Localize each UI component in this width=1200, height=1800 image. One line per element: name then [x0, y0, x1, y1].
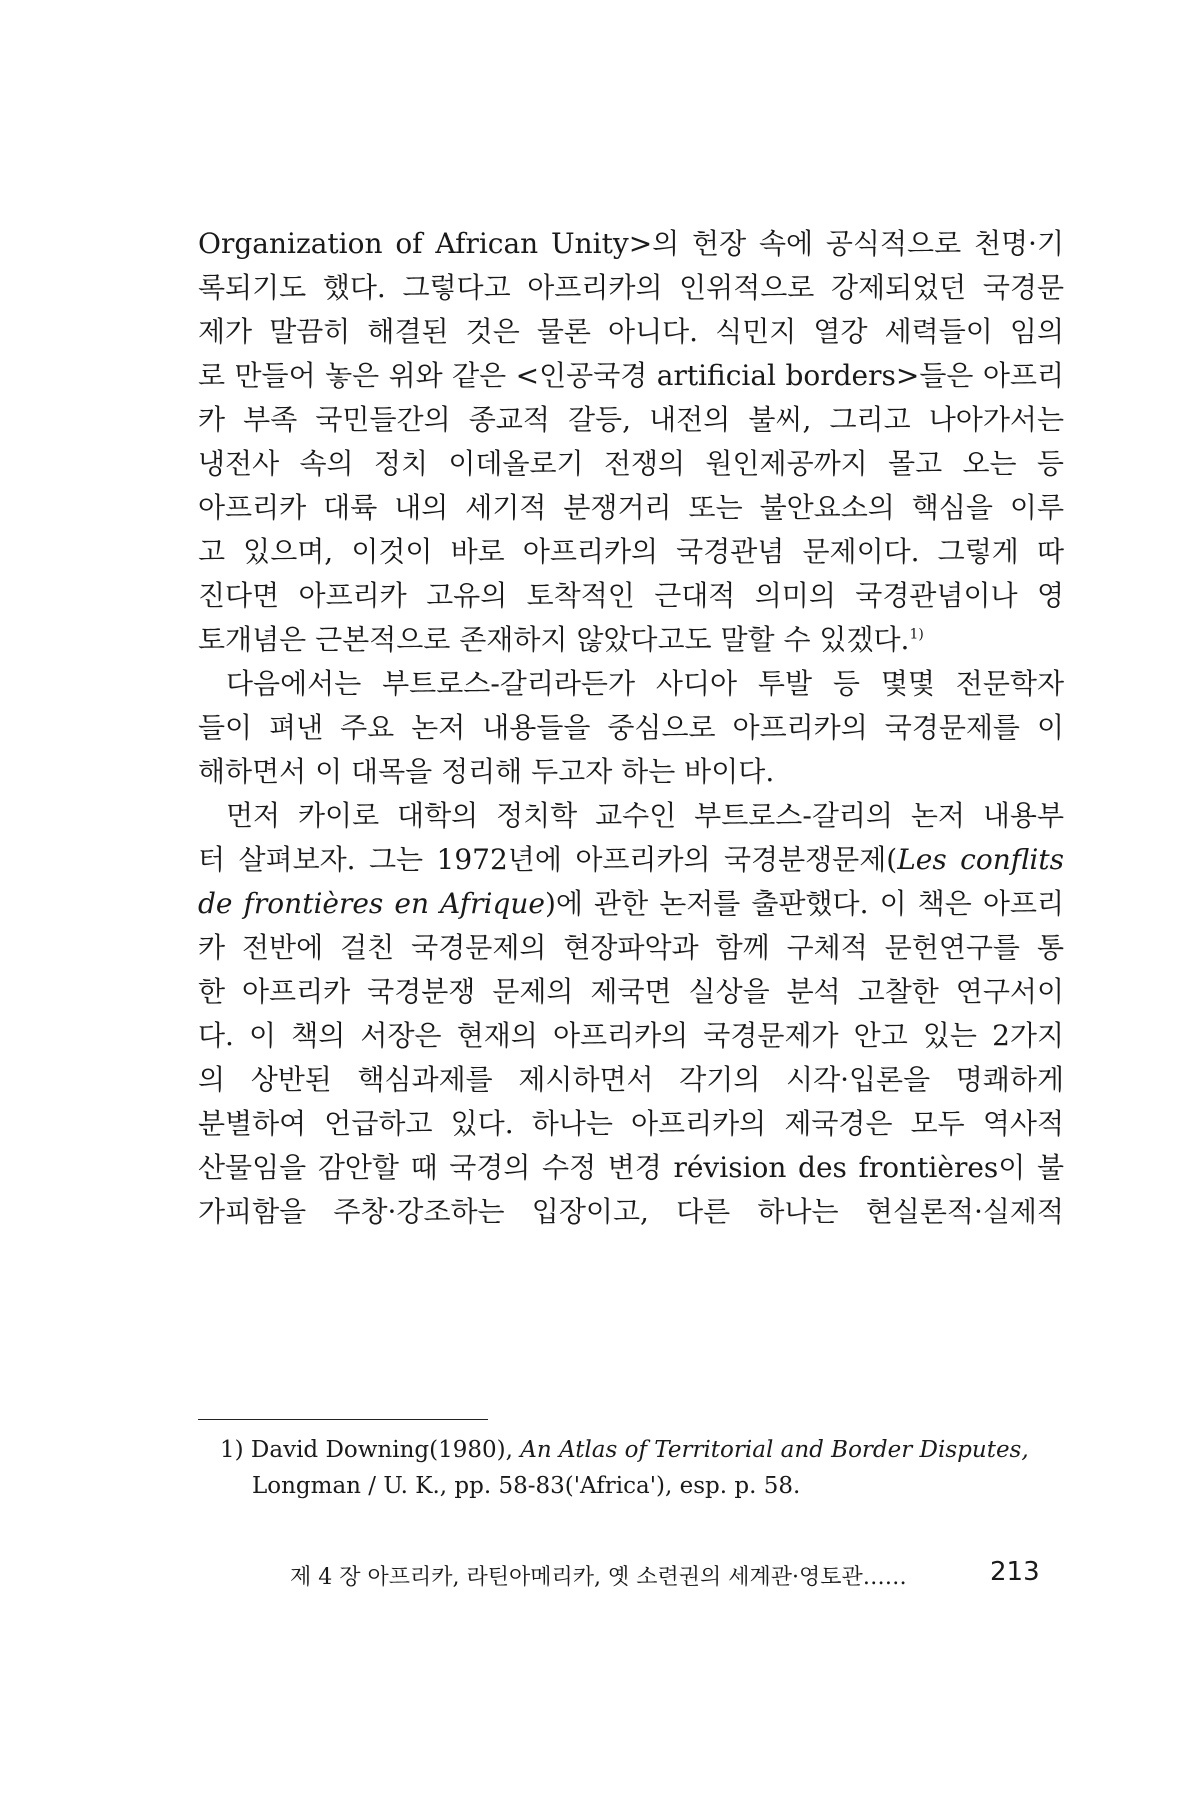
body-line-text: 터 살펴보자. 그는 1972년에 아프리카의 국경분쟁문제( — [198, 843, 898, 876]
italic-title: Les conflits — [897, 843, 1064, 876]
body-line: 록되기도 했다. 그렇다고 아프리카의 인위적으로 강제되었던 국경문 — [198, 271, 1064, 304]
body-line: 진다면 아프리카 고유의 토착적인 근대적 의미의 국경관념이나 영 — [198, 579, 1064, 612]
italic-title: de frontières en Afrique — [198, 887, 545, 920]
body-line: 냉전사 속의 정치 이데올로기 전쟁의 원인제공까지 몰고 오는 등 — [198, 447, 1064, 480]
footnotes — [220, 1432, 1080, 1504]
body-line — [198, 618, 1064, 662]
body-line: 아프리카 대륙 내의 세기적 분쟁거리 또는 불안요소의 핵심을 이루 — [198, 491, 1064, 524]
body-line: 고 있으며, 이것이 바로 아프리카의 국경관념 문제이다. 그렇게 따 — [198, 535, 1064, 568]
body-line: 분별하여 언급하고 있다. 하나는 아프리카의 제국경은 모두 역사적 — [198, 1107, 1064, 1140]
body-line: Organization of African Unity>의 헌장 속에 공식적으로 천명·기 — [198, 227, 1064, 260]
body-line: 가피함을 주창·강조하는 입장이고, 다른 하나는 현실론적·실제적 — [198, 1195, 1064, 1228]
body-line: 한 아프리카 국경분쟁 문제의 제국면 실상을 분석 고찰한 연구서이 — [198, 975, 1064, 1008]
body-text — [198, 222, 1064, 1234]
footnote-number: 1) — [220, 1437, 244, 1463]
running-footer: 제 4 장 아프리카, 라틴아메리카, 옛 소련권의 세계관·영토관…… — [290, 1565, 907, 1590]
body-line-text: )에 관한 논저를 출판했다. 이 책은 아프리 — [545, 887, 1064, 920]
body-line — [198, 838, 1064, 882]
body-line-text: 토개념은 근본적으로 존재하지 않았다고도 말할 수 있겠다. — [198, 623, 910, 656]
body-line: 다음에서는 부트로스-갈리라든가 사디아 투발 등 몇몇 전문학자 — [226, 667, 1064, 700]
body-line: 의 상반된 핵심과제를 제시하면서 각기의 시각·입론을 명쾌하게 — [198, 1063, 1064, 1096]
footnote-author: David Downing(1980), — [250, 1437, 513, 1463]
footnote-reference: 1) — [909, 626, 924, 643]
body-line: 제가 말끔히 해결된 것은 물론 아니다. 식민지 열강 세력들이 임의 — [198, 315, 1064, 348]
body-line: 다. 이 책의 서장은 현재의 아프리카의 국경문제가 안고 있는 2가지 — [198, 1019, 1064, 1052]
footnote-line — [220, 1432, 1080, 1468]
body-line: 해하면서 이 대목을 정리해 두고자 하는 바이다. — [198, 755, 775, 788]
footnote-title: An Atlas of Territorial and Border Disputes, — [520, 1437, 1029, 1463]
body-line: 들이 펴낸 주요 논저 내용들을 중심으로 아프리카의 국경문제를 이 — [198, 711, 1064, 744]
footnote-line: Longman / U. K., pp. 58-83('Africa'), esp. p. 58. — [252, 1473, 801, 1499]
body-line: 먼저 카이로 대학의 정치학 교수인 부트로스-갈리의 논저 내용부 — [226, 799, 1064, 832]
footnote-divider — [198, 1419, 488, 1420]
body-line: 카 전반에 걸친 국경문제의 현장파악과 함께 구체적 문헌연구를 통 — [198, 931, 1064, 964]
body-line: 로 만들어 놓은 위와 같은 <인공국경 artificial borders>들은 아프리 — [198, 359, 1064, 392]
body-line — [198, 882, 1064, 926]
body-line: 산물임을 감안할 때 국경의 수정 변경 révision des frontières이 불 — [198, 1151, 1064, 1184]
page-number: 213 — [990, 1557, 1040, 1587]
body-line: 카 부족 국민들간의 종교적 갈등, 내전의 불씨, 그리고 나아가서는 — [198, 403, 1064, 436]
